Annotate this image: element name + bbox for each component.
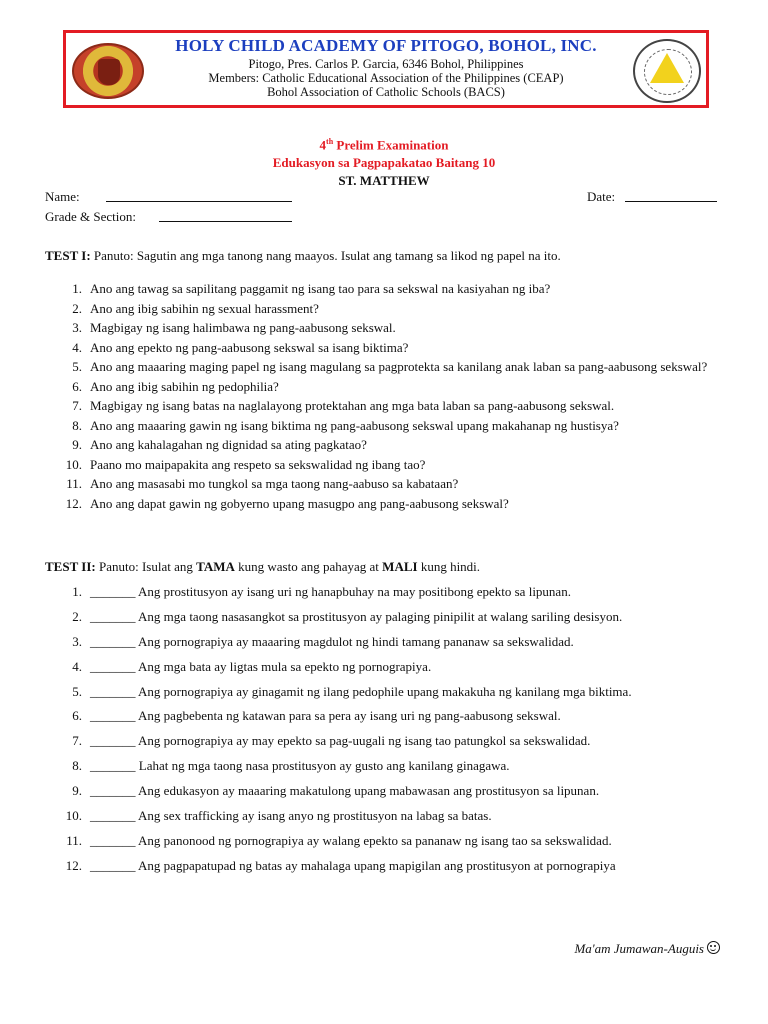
answer-blank[interactable]: _______ [90,633,136,649]
test1-instruction [45,248,561,264]
item-number: 4. [72,658,82,674]
item-number: 11. [66,476,82,491]
test2-statement-list [44,584,734,883]
list-item [44,340,734,356]
item-number: 9. [72,437,82,452]
date-blank[interactable] [625,190,717,202]
item-text: Paano mo maipapakita ang respeto sa sekswalidad ng ibang tao? [90,456,426,472]
school-association: Bohol Association of Catholic Schools (BACS) [267,85,505,99]
exam-title [0,137,768,153]
list-item [44,833,734,849]
date-field [587,189,615,205]
item-number: 7. [72,733,82,749]
list-item [44,418,734,434]
item-number: 10. [65,456,82,472]
item-number: 12. [65,857,82,873]
list-item [44,281,734,297]
item-number: 2. [72,608,82,624]
list-item [44,476,734,492]
item-text: Ang pagpapatupad ng batas ay mahalaga upang mapigilan ang prostitusyon at pornograpiya [138,857,616,873]
item-number: 2. [72,300,82,316]
list-item [44,609,734,625]
exam-title-text: Prelim Examination [333,137,449,153]
test1-instruction-text: Panuto: Sagutin ang mga tanong nang maayos. Isulat ang tamang sa likod ng papel na ito. [90,248,561,263]
list-item [44,659,734,675]
school-name: HOLY CHILD ACADEMY OF PITOGO, BOHOL, INC. [175,36,597,55]
item-text: Lahat ng mga taong nasa prostitusyon ay gusto ang kanilang ginagawa. [138,758,510,774]
item-number: 8. [72,417,82,433]
list-item [44,684,734,700]
answer-blank[interactable]: _______ [90,808,136,824]
answer-blank[interactable]: _______ [90,683,136,699]
item-text: Ang panonood ng pornograpiya ay walang epekto sa pananaw ng isang tao sa sekswalidad. [138,832,612,848]
grade-section-blank[interactable] [159,210,292,222]
item-text: Magbigay ng isang halimbawa ng pang-aabusong sekswal. [90,320,396,335]
bacs-logo [633,39,701,103]
item-number: 12. [65,495,82,511]
tama-keyword: TAMA [196,559,235,574]
test2-instruction-c: kung hindi. [417,559,481,574]
item-text: Ang pornograpiya ay maaaring magdulot ng hindi tamang pananaw sa sekswalidad. [138,633,574,649]
item-number: 6. [72,378,82,394]
exam-section: ST. MATTHEW [338,173,430,188]
answer-blank[interactable]: _______ [90,832,136,848]
exam-ordinal: 4 [319,137,327,153]
item-text: Ang edukasyon ay maaaring makatulong upang mabawasan ang prostitusyon sa lipunan. [138,783,600,799]
item-text: Ang mga taong nasasangkot sa prostitusyon ay palaging pinipilit at walang sariling desisyon. [138,608,623,624]
date-label: Date: [587,189,616,204]
list-item [44,359,734,375]
test1-label: TEST I: [45,248,91,263]
item-number: 7. [72,398,82,413]
item-text: Ano ang tawag sa sapilitang paggamit ng isang tao para sa sekswal na kasiyahan ng iba? [90,281,551,296]
answer-blank[interactable]: _______ [90,758,136,774]
item-text: Ang sex trafficking ay isang anyo ng prostitusyon na labag sa batas. [138,808,492,824]
item-text: Ang pornograpiya ay ginagamit ng ilang pedophile upang makakuha ng kanilang mga biktima. [138,683,632,699]
item-text: Ang pagbebenta ng katawan para sa pera ay isang uri ng pang-aabusong sekswal. [138,708,561,724]
teacher-signature [574,941,720,957]
list-item [44,634,734,650]
school-members: Members: Catholic Educational Association of the Philippines (CEAP) [208,71,564,85]
item-number: 5. [72,683,82,699]
list-item [44,708,734,724]
exam-subject: Edukasyon sa Pagpapakatao Baitang 10 [272,155,496,170]
exam-ordinal-suffix: th [326,137,334,146]
name-field [45,189,80,205]
item-text: Ano ang epekto ng pang-aabusong sekswal sa isang biktima? [90,339,409,355]
item-number: 8. [72,758,82,774]
list-item [44,496,734,512]
item-number: 11. [66,832,82,848]
school-address: Pitogo, Pres. Carlos P. Garcia, 6346 Bohol, Philippines [248,57,524,71]
list-item [44,808,734,824]
answer-blank[interactable]: _______ [90,733,136,749]
item-text: Ano ang ibig sabihin ng sexual harassment? [90,300,319,316]
item-text: Ano ang ibig sabihin ng pedophilia? [90,378,279,394]
answer-blank[interactable]: _______ [90,584,136,599]
item-number: 1. [72,584,82,599]
test2-instruction-b: kung wasto ang pahayag at [234,559,383,574]
item-number: 3. [72,633,82,649]
school-header [63,30,709,108]
item-text: Ano ang dapat gawin ng gobyerno upang masugpo ang pang-aabusong sekswal? [90,495,509,511]
item-text: Ang pornograpiya ay may epekto sa pag-uugali ng isang tao patungkol sa sekswalidad. [138,733,591,749]
item-number: 9. [72,783,82,799]
item-number: 4. [72,339,82,355]
test2-instruction [45,559,480,575]
item-text: Ang prostitusyon ay isang uri ng hanapbuhay na may positibong epekto sa lipunan. [138,584,571,599]
school-seal-logo [72,43,144,99]
test2-label: TEST II: [45,559,96,574]
answer-blank[interactable]: _______ [90,608,136,624]
list-item [44,301,734,317]
answer-blank[interactable]: _______ [90,857,136,873]
name-label: Name: [45,189,80,204]
item-text: Magbigay ng isang batas na naglalayong protektahan ang mga bata laban sa pang-aabusong sekswal. [90,398,615,413]
list-item [44,733,734,749]
item-text: Ano ang masasabi mo tungkol sa mga taong nang-aabuso sa kabataan? [90,476,459,491]
list-item [44,584,734,600]
list-item [44,320,734,336]
answer-blank[interactable]: _______ [90,658,136,674]
answer-blank[interactable]: _______ [90,783,136,799]
list-item [44,437,734,453]
item-number: 3. [72,320,82,335]
item-text: Ano ang kahalagahan ng dignidad sa ating pagkatao? [90,437,367,452]
item-text: Ang mga bata ay ligtas mula sa epekto ng pornograpiya. [138,658,432,674]
item-number: 5. [72,359,82,374]
mali-keyword: MALI [382,559,418,574]
test2-instruction-a: Panuto: Isulat ang [95,559,197,574]
answer-blank[interactable]: _______ [90,708,136,724]
list-item [44,379,734,395]
list-item [44,398,734,414]
smiley-icon [707,941,720,954]
test1-question-list [44,281,734,515]
item-number: 10. [65,808,82,824]
teacher-name: Ma'am Jumawan-Auguis [574,941,704,956]
item-number: 6. [72,708,82,724]
item-text: Ano ang maaaring maging papel ng isang magulang sa pagprotekta sa kanilang anak laban sa pang-aabusong sekswal? [90,359,708,374]
list-item [44,758,734,774]
name-blank[interactable] [106,190,292,202]
list-item [44,858,734,874]
item-text: Ano ang maaaring gawin ng isang biktima ng pang-aabusong sekswal upang makahanap ng hustisya? [90,417,619,433]
grade-section-label: Grade & Section: [45,209,136,224]
list-item [44,457,734,473]
grade-section-field [45,209,136,225]
item-number: 1. [72,281,82,296]
list-item [44,783,734,799]
